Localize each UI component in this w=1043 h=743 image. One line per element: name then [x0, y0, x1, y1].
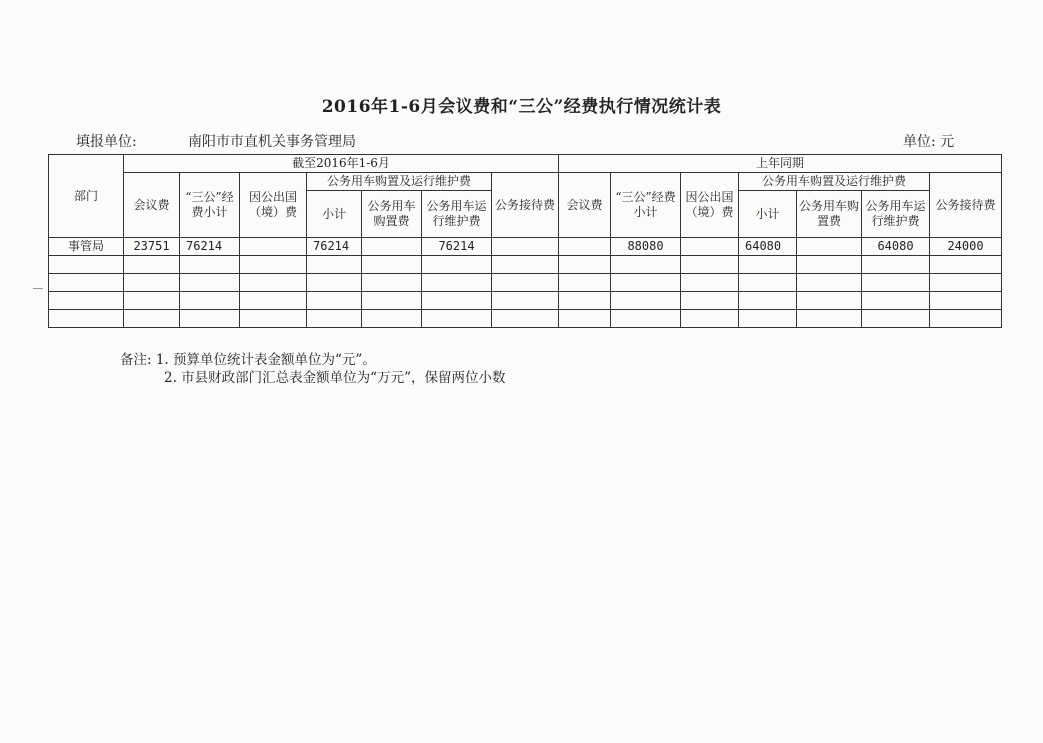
cell-last-abroad — [681, 238, 739, 256]
header-last-vehicle-maintenance: 公务用车运行维护费 — [862, 191, 930, 238]
table-row-empty — [49, 274, 1002, 292]
page-title: 2016年1-6月会议费和“三公”经费执行情况统计表 — [321, 97, 722, 117]
header-period-current: 截至2016年1-6月 — [124, 155, 559, 173]
header-vehicle-group: 公务用车购置及运行维护费 — [307, 173, 492, 191]
header-meeting: 会议费 — [124, 173, 180, 238]
header-last-reception: 公务接待费 — [930, 173, 1002, 238]
notes — [120, 351, 505, 387]
header-reception: 公务接待费 — [492, 173, 559, 238]
fill-unit-value: 南阳市市直机关事务管理局 — [188, 134, 356, 150]
header-vehicle-purchase: 公务用车购置费 — [362, 191, 422, 238]
cell-vehicle-subtotal: 76214 — [307, 238, 362, 256]
fill-unit-label: 填报单位: — [76, 134, 137, 150]
header-row-groups — [49, 173, 1002, 191]
header-last-vehicle-purchase: 公务用车购置费 — [797, 191, 862, 238]
cell-abroad — [240, 238, 307, 256]
scan-artifact — [33, 288, 43, 289]
table-row-empty — [49, 310, 1002, 328]
header-last-abroad: 因公出国（境）费 — [681, 173, 739, 238]
currency-unit-label: 单位: 元 — [903, 134, 955, 150]
table-row — [49, 238, 1002, 256]
cell-last-vehicle-maintenance: 64080 — [862, 238, 930, 256]
cell-meeting: 23751 — [124, 238, 180, 256]
cell-last-vehicle-subtotal: 64080 — [739, 238, 797, 256]
header-last-sangong-subtotal: “三公”经费小计 — [611, 173, 681, 238]
header-period-last: 上年同期 — [559, 155, 1002, 173]
note-line-2: 2. 市县财政部门汇总表金额单位为“万元”，保留两位小数 — [164, 370, 506, 386]
header-last-vehicle-group: 公务用车购置及运行维护费 — [739, 173, 930, 191]
cell-vehicle-purchase — [362, 238, 422, 256]
header-vehicle-subtotal: 小计 — [307, 191, 362, 238]
cell-last-meeting — [559, 238, 611, 256]
statistics-table — [48, 154, 1002, 328]
cell-last-reception: 24000 — [930, 238, 1002, 256]
cell-vehicle-maintenance: 76214 — [422, 238, 492, 256]
header-last-vehicle-subtotal: 小计 — [739, 191, 797, 238]
header-sangong-subtotal: “三公”经费小计 — [180, 173, 240, 238]
header-dept: 部门 — [49, 155, 124, 238]
header-vehicle-maintenance: 公务用车运行维护费 — [422, 191, 492, 238]
header-row-period — [49, 155, 1002, 173]
cell-last-sangong: 88080 — [611, 238, 681, 256]
cell-dept: 事管局 — [49, 238, 124, 256]
table-row-empty — [49, 292, 1002, 310]
cell-sangong: 76214 — [180, 238, 240, 256]
table-row-empty — [49, 256, 1002, 274]
cell-last-vehicle-purchase — [797, 238, 862, 256]
header-last-meeting: 会议费 — [559, 173, 611, 238]
cell-reception — [492, 238, 559, 256]
note-line-1: 备注: 1. 预算单位统计表金额单位为“元”。 — [120, 352, 376, 368]
header-abroad: 因公出国（境）费 — [240, 173, 307, 238]
